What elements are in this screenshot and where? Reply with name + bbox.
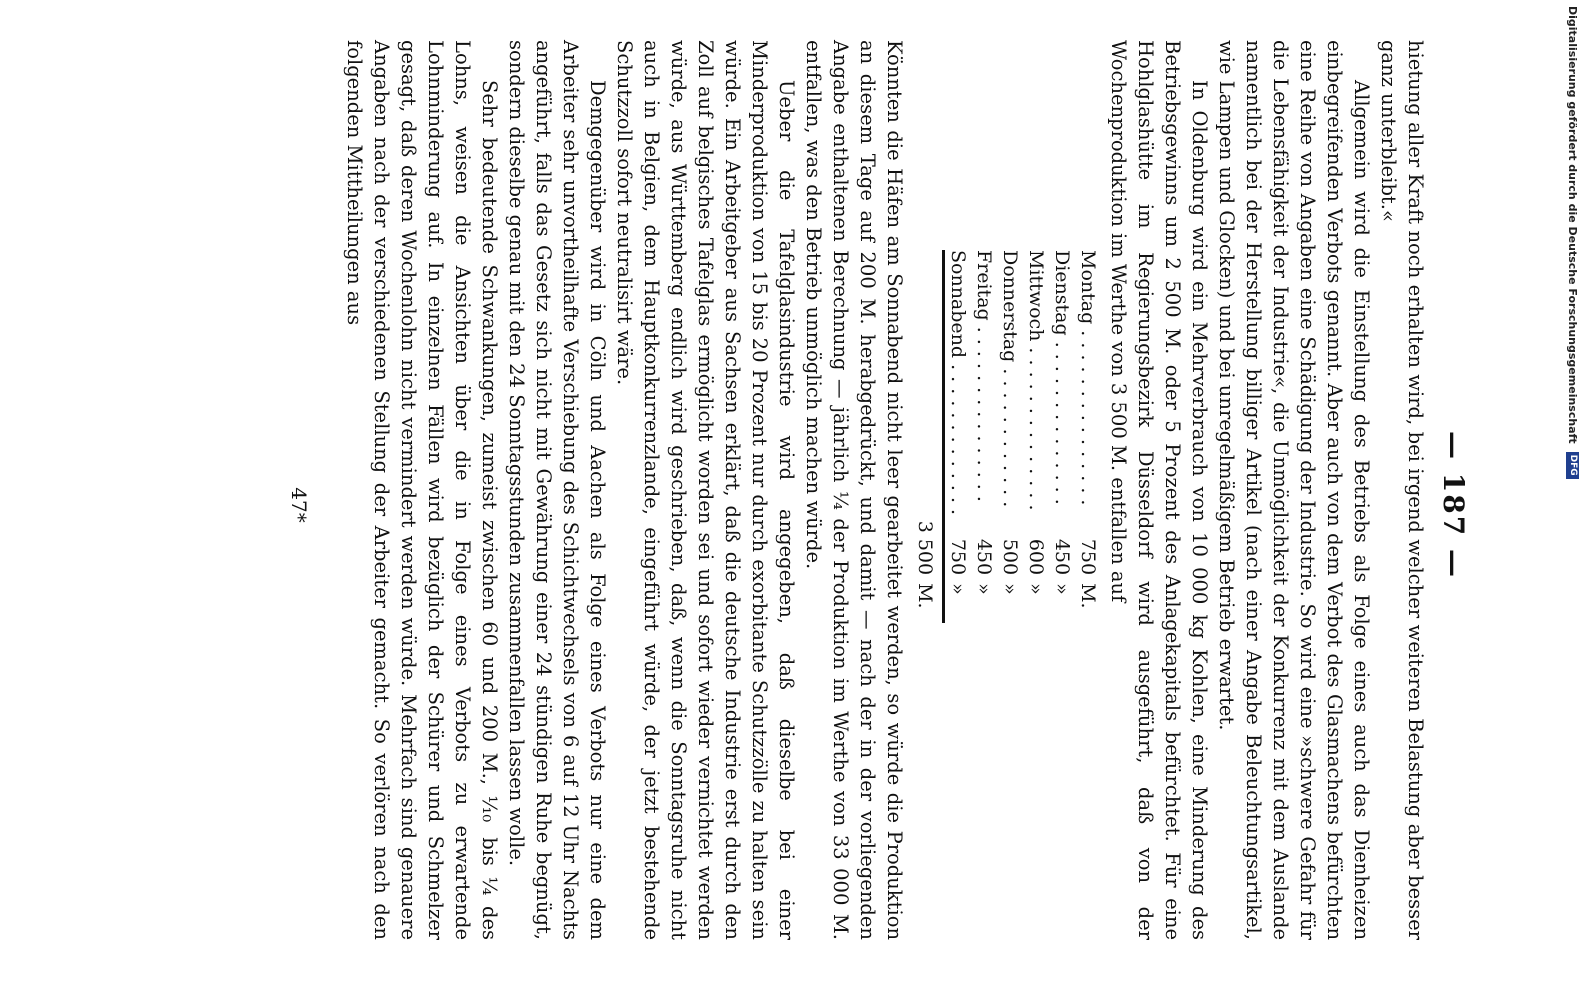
day-label: Montag . . . . . . . . . . . . . . . [1077, 250, 1099, 506]
paragraph-4: Könnten die Häfen am Sonnabend nicht leer gearbeitet werden, so würde die Produktion an diesem Tage auf 200 M. herabgedrückt, und damit — nach der in der vorliegenden Angabe enthaltenen Berechnung — jährlich ¼ der Produktion im Werthe von 33 000 M. entfallen, was den Betrieb unmöglich machen würde. [802, 40, 906, 940]
day-label: Donnerstag . . . . . . . . . . . . [999, 250, 1021, 508]
weekly-production-table [912, 250, 1101, 623]
table-row [971, 250, 997, 623]
day-label: Mittwoch . . . . . . . . . . . . . . [1025, 250, 1047, 511]
dfg-logo-icon: DFG [1567, 452, 1580, 479]
paragraph-1: hietung aller Kraft noch erhalten wird, bei irgend welcher weiteren Belastung aber besser ganz unterbleibt.« [1377, 40, 1427, 940]
table-row [997, 250, 1023, 623]
unit-label: » [1051, 583, 1073, 595]
paragraph-2: Allgemein wird die Einstellung des Betriebs als Folge eines auch das Dienheizen einbegreifenden Verbots genannt. Aber auch von dem Verbot des Glasmachens befürchten eine Reihe von Angaben eine Schädigung der Industrie. So wird eine »schwere Gefahr für die Lebensfähigkeit der Industrie«, die Unmöglichkeit der Konkurrenz mit dem Auslande namentlich bei der Herstellung billiger Artikel (nach einer Angabe Beleuchtungsartikel, wie Lampen und Glocken) und bei unregelmäßigem Betrieb erwartet. [1215, 40, 1373, 940]
table-row [1075, 250, 1101, 623]
day-label: Sonnabend . . . . . . . . . . . . . [947, 250, 969, 516]
amount-value: 600 [1025, 538, 1047, 576]
paragraph-6: Demgegenüber wird in Cöln und Aachen als Folge eines Verbots nur eine dem Arbeiter sehr unvortheilhafte Verschiebung des Schichtwechsels von 6 auf 12 Uhr Nachts angeführt, falls das Gesetz sich nicht mit Gewährung einer 24 stündigen Ruhe begnügt, sondern dieselbe genau mit den 24 Sonntagsstunden zusammenfallen lassen wolle. [505, 40, 609, 940]
amount-value: 750 [947, 538, 969, 576]
unit-label: » [947, 583, 969, 595]
unit-label: M. [1077, 583, 1099, 609]
table-row [944, 250, 972, 623]
amount-value: 500 [999, 538, 1021, 576]
table-total-row [912, 250, 944, 623]
signature-mark: 47* [287, 487, 311, 523]
amount-value: 450 [973, 538, 995, 576]
paragraph-7: Sehr bedeutende Schwankungen, zumeist zwischen 60 und 200 M., ⅒ bis ¼ des Lohns, weisen die Ansichten über die in Folge eines Verbots zu erwartende Lohnminderung auf. In einzelnen Fällen wird bezüglich der Schürer und Schmelzer gesagt, daß deren Wochenlohn nicht vermindert werden würde. Mehrfach sind genauere Angaben nach der verschiedenen Stellung der Arbeiter gemacht. So verlören nach den folgenden Mittheilungen aus [343, 40, 501, 940]
unit-label: » [999, 583, 1021, 595]
funding-notice [1563, 0, 1583, 1000]
amount-value: 450 [1051, 538, 1073, 576]
table-row [1023, 250, 1049, 623]
paragraph-3: In Oldenburg wird ein Mehrverbrauch von 10 000 kg Kohlen, eine Minderung des Betriebsgewinns um 2 500 M. oder 5 Prozent des Anlagekapitals befürchtet. Für eine Hohlglashütte im Regierungsbezirk Düsseldorf wird ausgeführt, daß von der Wochenproduktion im Werthe von 3 500 M. entfallen auf [1107, 40, 1211, 940]
unit-label: » [1025, 583, 1047, 595]
page-number: — 187 — [1437, 431, 1470, 579]
unit-label: » [973, 583, 995, 595]
amount-value: 750 [1077, 538, 1099, 576]
day-label: Dienstag . . . . . . . . . . . . . . [1051, 250, 1073, 505]
text-column [341, 40, 1429, 970]
table-row [1049, 250, 1075, 623]
day-label: Freitag . . . . . . . . . . . . . . . [973, 250, 995, 502]
total-amount: 3 500 [912, 515, 944, 575]
total-unit: M. [912, 575, 944, 623]
funding-notice-text: Digitalisierung gefördert durch die Deutsche Forschungsgemeinschaft [1566, 6, 1580, 444]
paragraph-5: Ueber die Tafelglasindustrie wird angegeben, daß dieselbe bei einer Minderproduktion von 15 bis 20 Prozent nur durch exorbitante Schutzzölle zu halten sein würde. Ein Arbeitgeber aus Sachsen erklärt, daß die deutsche Industrie erst durch den Zoll auf belgisches Tafelglas ermöglicht worden sei und sofort wieder vernichtet werden würde, aus Württemberg endlich wird geschrieben, daß, wenn die Sonntagsruhe nicht auch in Belgien, dem Hauptkonkurrenzlande, eingeführt würde, der jetzt bestehende Schutzzoll sofort neutralisirt wäre. [613, 40, 798, 940]
